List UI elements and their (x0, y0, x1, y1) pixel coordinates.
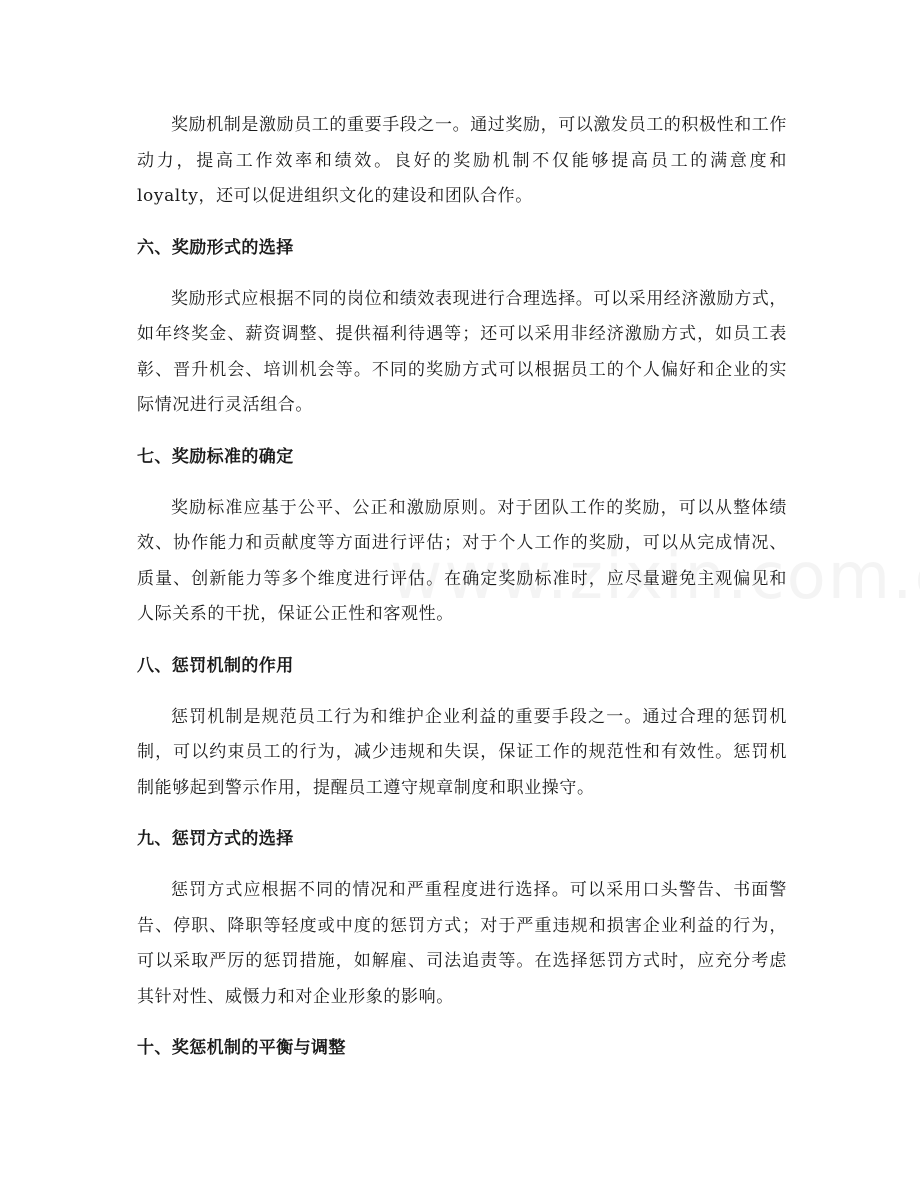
section-heading-7: 七、奖励标准的确定 (137, 446, 294, 467)
section-paragraph-9: 惩罚方式应根据不同的情况和严重程度进行选择。可以采用口头警告、书面警告、停职、降职等轻度或中度的惩罚方式；对于严重违规和损害企业利益的行为，可以采取严厉的惩罚措施，如解雇、司法追责等。在选择惩罚方式时，应充分考虑其针对性、威慑力和对企业形象的影响。 (137, 880, 787, 1007)
section-paragraph-6: 奖励形式应根据不同的岗位和绩效表现进行合理选择。可以采用经济激励方式，如年终奖金、薪资调整、提供福利待遇等；还可以采用非经济激励方式，如员工表彰、晋升机会、培训机会等。不同的奖励方式可以根据员工的个人偏好和企业的实际情况进行灵活组合。 (137, 288, 787, 415)
section-heading-10: 十、奖惩机制的平衡与调整 (137, 1038, 346, 1058)
section-paragraph-8: 惩罚机制是规范员工行为和维护企业利益的重要手段之一。通过合理的惩罚机制，可以约束员工的行为，减少违规和失误，保证工作的规范性和有效性。惩罚机制能够起到警示作用，提醒员工遵守规章制度和职业操守。 (137, 706, 787, 798)
intro-paragraph: 奖励机制是激励员工的重要手段之一。通过奖励，可以激发员工的积极性和工作动力，提高工作效率和绩效。良好的奖励机制不仅能够提高员工的满意度和loyalty，还可以促进组织文化的建设和团队合作。 (137, 115, 787, 206)
section-heading-8: 八、惩罚机制的作用 (137, 655, 294, 676)
section-paragraph-7: 奖励标准应基于公平、公正和激励原则。对于团队工作的奖励，可以从整体绩效、协作能力和贡献度等方面进行评估；对于个人工作的奖励，可以从完成情况、质量、创新能力等多个维度进行评估。在确定奖励标准时，应尽量避免主观偏见和人际关系的干扰，保证公正性和客观性。 (137, 497, 787, 624)
section-heading-9: 九、惩罚方式的选择 (137, 829, 294, 849)
document-body (137, 108, 787, 1062)
section-heading-6: 六、奖励形式的选择 (137, 237, 294, 258)
